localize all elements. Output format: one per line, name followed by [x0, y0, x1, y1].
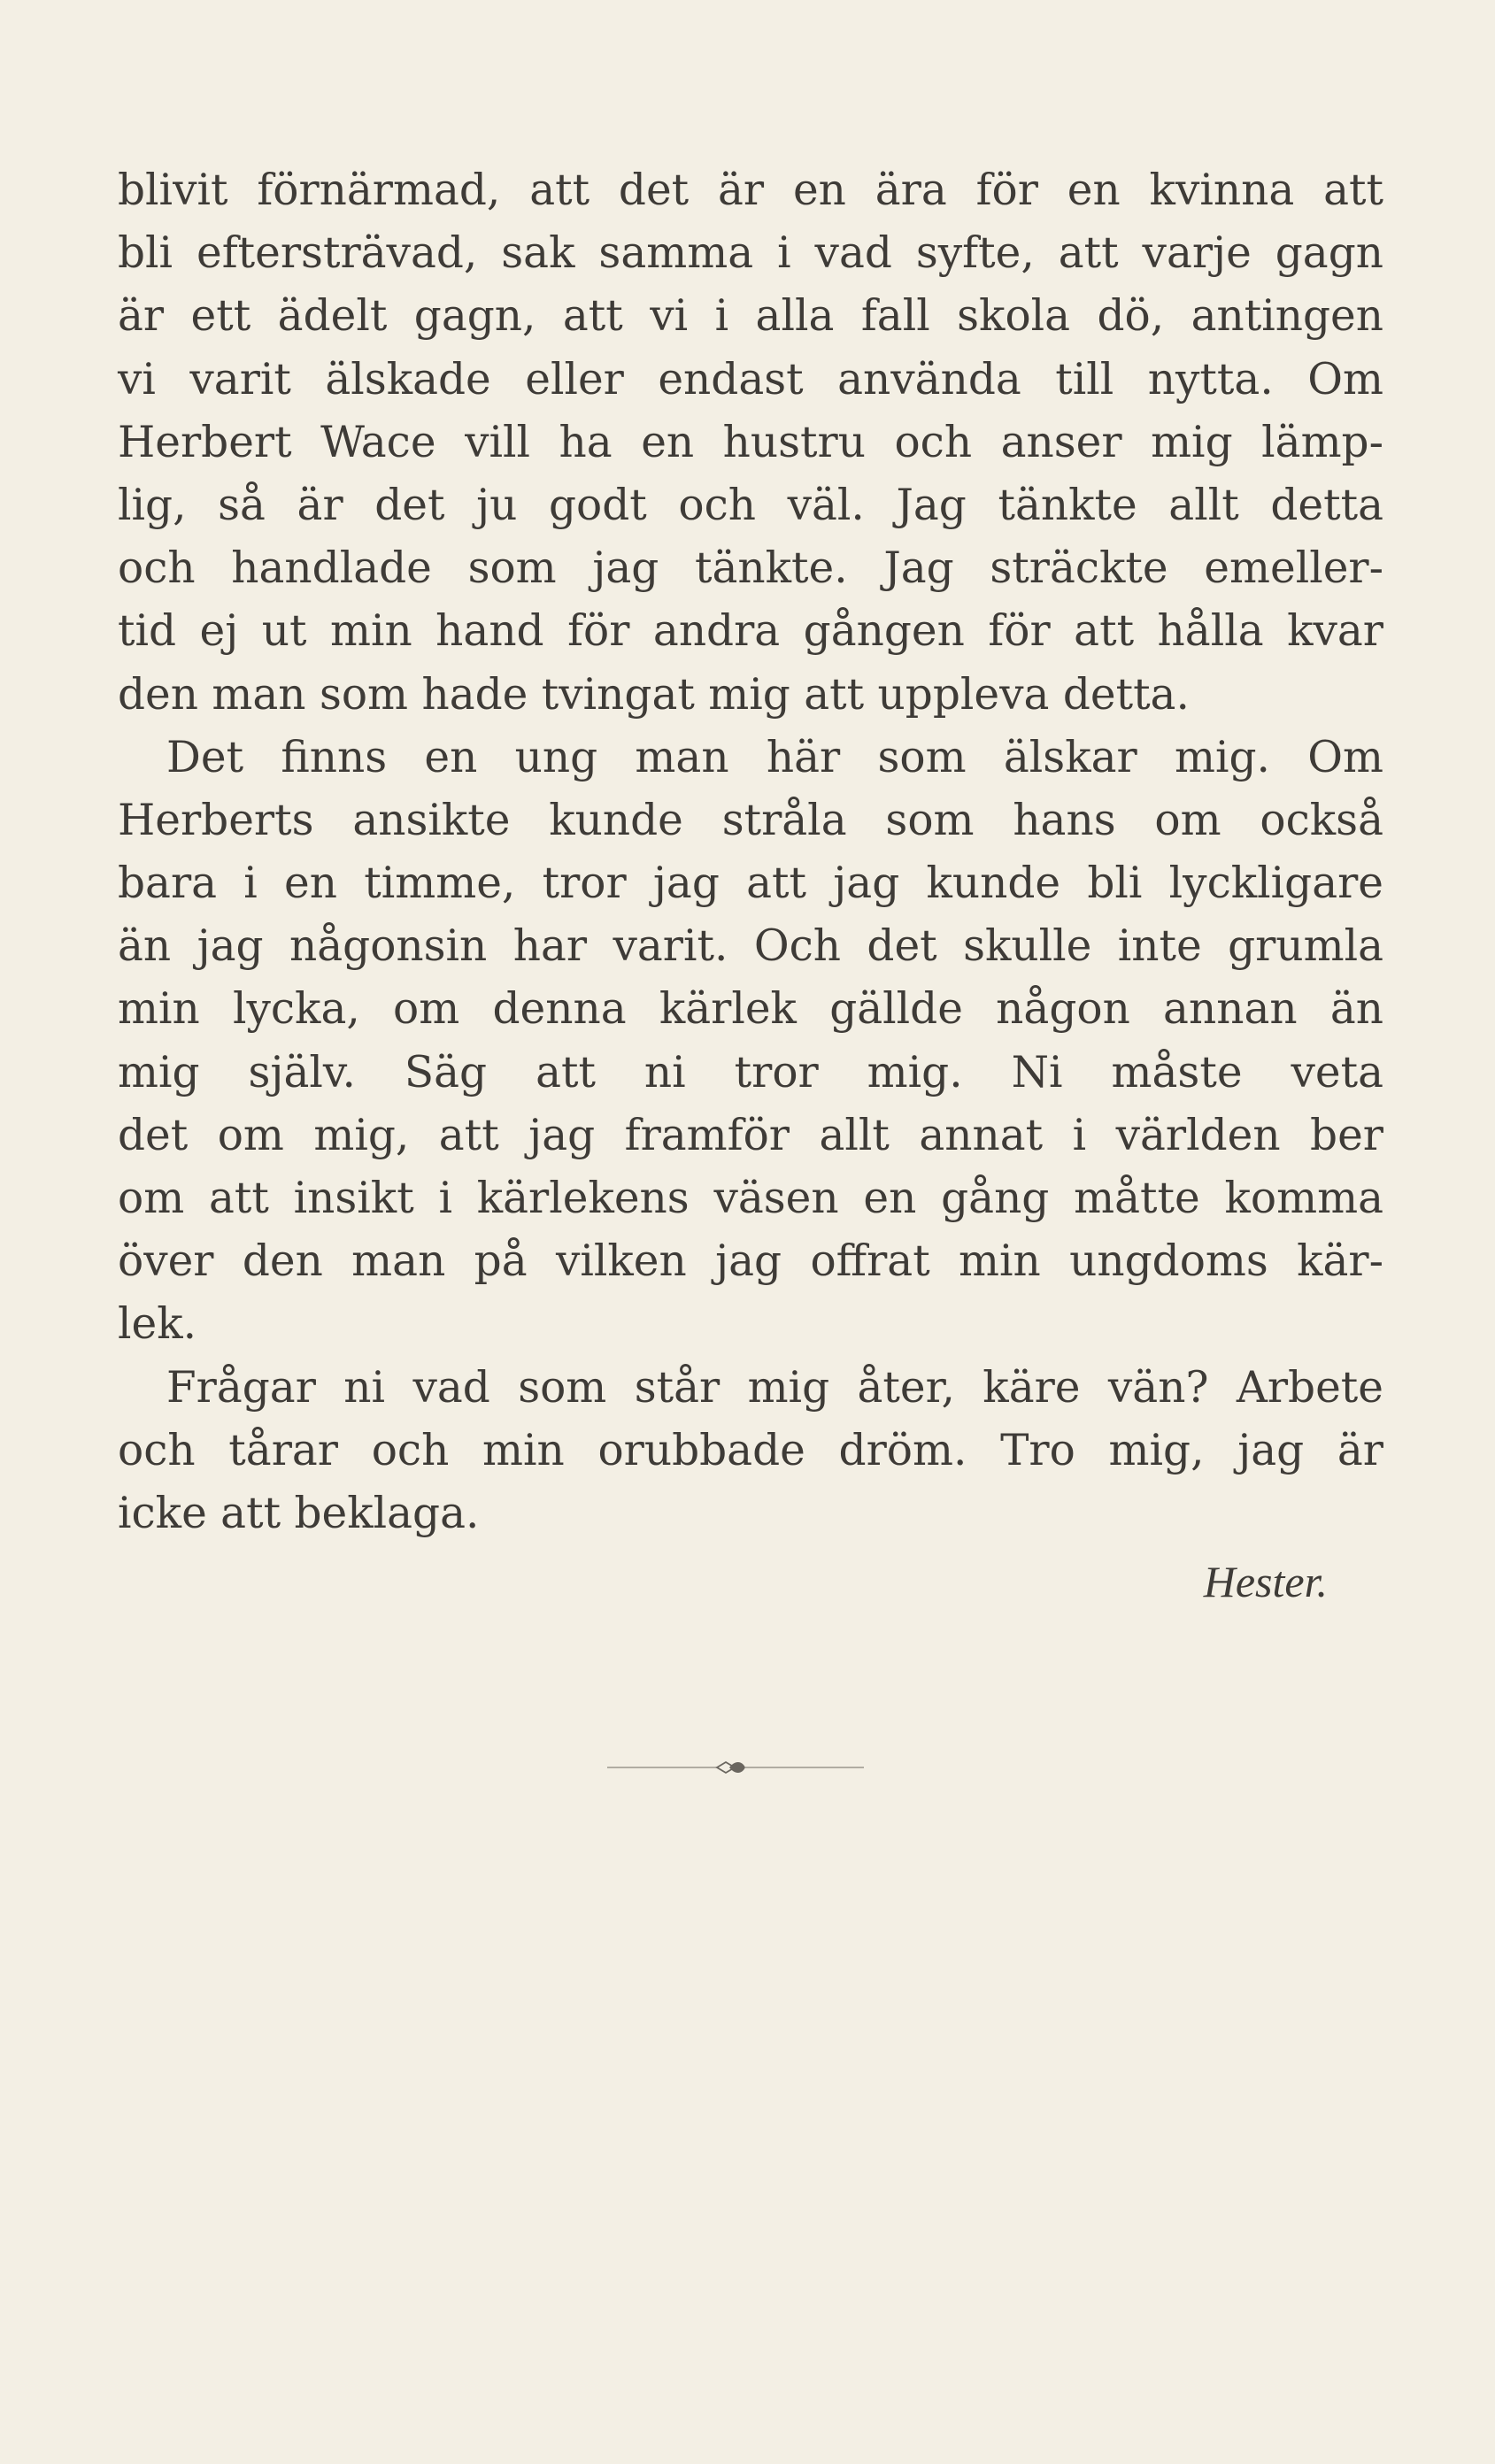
- text-line: om att insikt i kärlekens väsen en gång måtte komma: [118, 1174, 1383, 1223]
- text-line: och handlade som jag tänkte. Jag sträckte emeller-: [118, 543, 1383, 594]
- text-line: bara i en timme, tror jag att jag kunde bli lyckligare: [118, 859, 1383, 909]
- paragraph-1: [118, 159, 1383, 727]
- text-line: lek.: [118, 1299, 197, 1350]
- text-line: den man som hade tvingat mig att uppleva detta.: [118, 669, 1190, 720]
- body-text: [118, 159, 1383, 1545]
- text-line: Det finns en ung man här som älskar mig. Om: [166, 732, 1383, 782]
- text-line: är ett ädelt gagn, att vi i alla fall skola dö, antingen: [118, 291, 1383, 342]
- text-line: min lycka, om denna kärlek gällde någon annan än: [118, 984, 1383, 1035]
- text-line: icke att beklaga.: [118, 1488, 480, 1538]
- text-line: vi varit älskade eller endast använda till nytta. Om: [118, 354, 1383, 404]
- text-line: tid ej ut min hand för andra gången för att hålla kvar: [118, 606, 1383, 657]
- text-line: och tårar och min orubbade dröm. Tro mig, jag är: [118, 1425, 1383, 1475]
- text-line: över den man på vilken jag offrat min ungdoms kär-: [118, 1236, 1383, 1287]
- text-line: än jag någonsin har varit. Och det skulle inte grumla: [118, 921, 1383, 972]
- text-line: det om mig, att jag framför allt annat i världen ber: [118, 1110, 1383, 1160]
- text-line: blivit förnärmad, att det är en ära för en kvinna att: [118, 166, 1383, 215]
- text-line: Frågar ni vad som står mig åter, käre vän? Arbete: [166, 1362, 1383, 1413]
- text-line: mig själv. Säg att ni tror mig. Ni måste veta: [118, 1047, 1383, 1097]
- text-line: Herbert Wace vill ha en hustru och anser mig lämp-: [118, 417, 1383, 467]
- paragraph-2: [118, 727, 1383, 1357]
- divider-ornament-icon: [607, 1757, 864, 1778]
- paragraph-3: [118, 1357, 1383, 1546]
- text-line: bli eftersträvad, sak samma i vad syfte, att varje gagn: [118, 228, 1383, 279]
- text-line: Herberts ansikte kunde stråla som hans om också: [118, 795, 1383, 845]
- signature: Hester.: [1203, 1557, 1328, 1606]
- text-line: lig, så är det ju godt och väl. Jag tänkte allt detta: [118, 480, 1383, 530]
